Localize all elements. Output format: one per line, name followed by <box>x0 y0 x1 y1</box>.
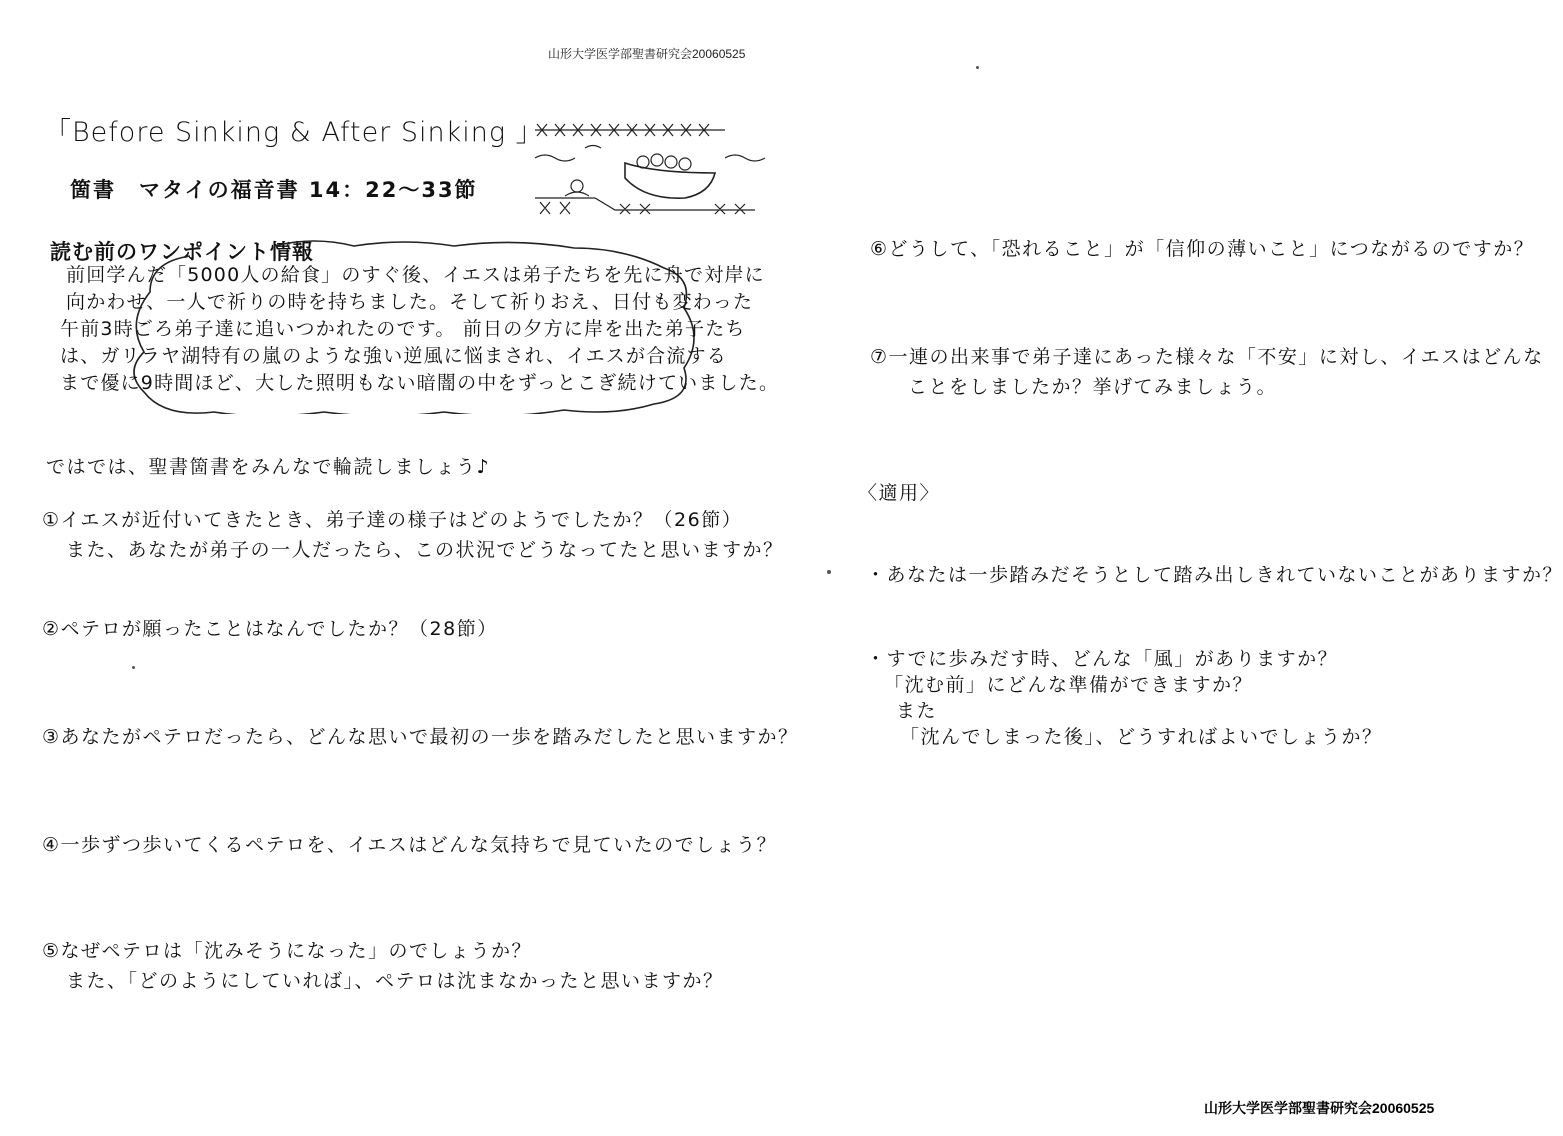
question-4-line: ④一歩ずつ歩いてくるペテロを、イエスはどんな気持ちで見ていたのでしょう？ <box>42 834 778 856</box>
application-heading: 〈適用〉 <box>858 482 941 504</box>
scripture-passage: 箇書 マタイの福音書 14：22～33節 <box>70 178 478 202</box>
info-line: 午前3時ごろ弟子達に追いつかれたのです。 前日の夕方に岸を出た弟子たち <box>60 318 746 340</box>
info-line: 前回学んだ「5000人の給食」のすぐ後、イエスは弟子たちを先に舟で対岸に <box>66 264 765 286</box>
worksheet-title: 「Before Sinking & After Sinking 」 <box>44 117 544 148</box>
application-item-2-line: また <box>896 700 938 722</box>
question-7-line: ⑦一連の出来事で弟子達にあった様々な「不安」に対し、イエスはどんな <box>870 346 1544 368</box>
scan-speck <box>132 666 135 669</box>
question-3-line: ③あなたがペテロだったら、どんな思いで最初の一歩を踏みだしたと思いますか？ <box>42 726 799 748</box>
info-heading: 読む前のワンポイント情報 <box>50 240 314 264</box>
question-1-line: また、あなたが弟子の一人だったら、この状況でどうなってたと思いますか？ <box>66 539 784 561</box>
question-7-line: ことをしましたか？挙げてみましょう。 <box>908 376 1278 398</box>
info-line: まで優に9時間ほど、大した照明もない暗闇の中をずっとこぎ続けていました。 <box>60 372 780 394</box>
question-1-line: ①イエスが近付いてきたとき、弟子達の様子はどのようでしたか？（26節） <box>42 509 743 531</box>
reading-intro: ではでは、聖書箇書をみんなで輪読しましょう♪ <box>46 456 491 478</box>
question-6-line: ⑥どうして、「恐れること」が「信仰の薄いこと」につながるのですか？ <box>870 238 1535 260</box>
footer-label: 山形大学医学部聖書研究会20060525 <box>1204 1100 1435 1116</box>
scan-speck <box>976 66 979 69</box>
boat-in-storm-illustration <box>525 118 785 218</box>
application-item-2-line: ・すでに歩みだす時、どんな「風」がありますか？ <box>866 648 1339 670</box>
application-item-2-line: 「沈んでしまった後」、どうすればよいでしょうか？ <box>900 726 1383 748</box>
header-label: 山形大学医学部聖書研究会20060525 <box>548 47 746 61</box>
question-5-line: また、「どのようにしていれば」、ペテロは沈まなかったと思いますか？ <box>66 970 724 992</box>
application-item-1: ・あなたは一歩踏みだそうとして踏み出しきれていないことがありますか？ <box>866 564 1563 586</box>
info-line: は、ガリラヤ湖特有の嵐のような強い逆風に悩まされ、イエスが合流する <box>60 345 727 367</box>
application-item-2-line: 「沈む前」にどんな準備ができますか？ <box>884 674 1254 696</box>
info-line: 向かわせ、一人で祈りの時を持ちました。そして祈りおえ、日付も変わった <box>66 291 754 313</box>
scan-speck <box>827 570 831 574</box>
question-5-line: ⑤なぜペテロは「沈みそうになった」のでしょうか？ <box>42 940 533 962</box>
question-2-line: ②ペテロが願ったことはなんでしたか？（28節） <box>42 618 498 640</box>
